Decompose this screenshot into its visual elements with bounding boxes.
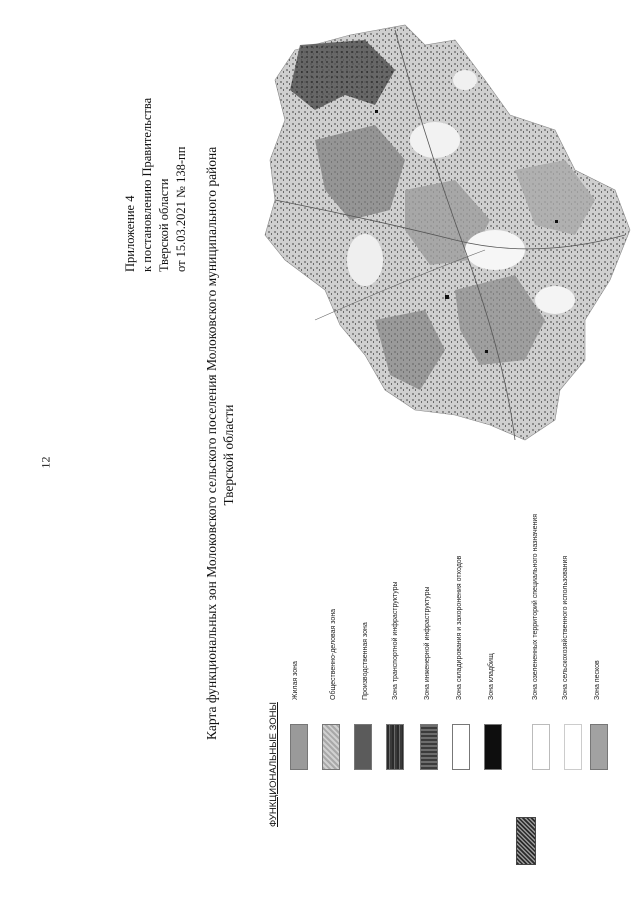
legend-label-waste: Зона складирования и захоронения отходов <box>456 555 463 700</box>
appendix-line-4: от 15.03.2021 № 138-пп <box>174 146 188 272</box>
map-title <box>203 146 237 740</box>
legend-label-cemetery: Зона кладбищ <box>488 653 495 700</box>
page-number: 12 <box>38 456 53 469</box>
legend-label-residential: Жилая зона <box>292 661 299 700</box>
legend-label-production: Производственная зона <box>362 622 369 700</box>
appendix-line-3: Тверской области <box>157 178 171 272</box>
appendix-line-2: к постановлению Правительства <box>140 97 154 272</box>
appendix-block <box>122 98 190 272</box>
legend-swatch-sand <box>590 724 608 770</box>
legend-swatch-engineering <box>420 724 438 770</box>
legend-label-engineering: Зона инженерной инфраструктуры <box>424 586 431 700</box>
legend-heading: ФУНКЦИОНАЛЬНЫЕ ЗОНЫ <box>268 702 279 827</box>
legend-label-agricultural: Зона сельскохозяйственного использования <box>562 555 569 700</box>
legend-label-sand: Зона песков <box>594 660 601 700</box>
legend-swatch-waste <box>452 724 470 770</box>
functional-zones-map <box>255 20 635 450</box>
appendix-line-1: Приложение 4 <box>123 195 137 272</box>
map-title-line-2: Тверской области <box>221 404 236 506</box>
legend-swatch-transport <box>386 724 404 770</box>
map-title-line-1: Карта функциональных зон Молоковского сельского поселения Молоковского муниципального района <box>204 146 219 740</box>
legend-swatch-hatched <box>516 817 536 865</box>
legend-label-green-special: Зона озелененных территорий специального назначения <box>532 513 539 700</box>
legend-swatch-residential <box>290 724 308 770</box>
legend-label-public-business: Общественно-деловая зона <box>330 608 337 700</box>
legend-swatch-agricultural <box>564 724 582 770</box>
legend-label-transport: Зона транспортной инфраструктуры <box>392 581 399 700</box>
legend-swatch-public-business <box>322 724 340 770</box>
legend-swatch-cemetery <box>484 724 502 770</box>
legend-swatch-production <box>354 724 372 770</box>
legend-swatch-green-special <box>532 724 550 770</box>
